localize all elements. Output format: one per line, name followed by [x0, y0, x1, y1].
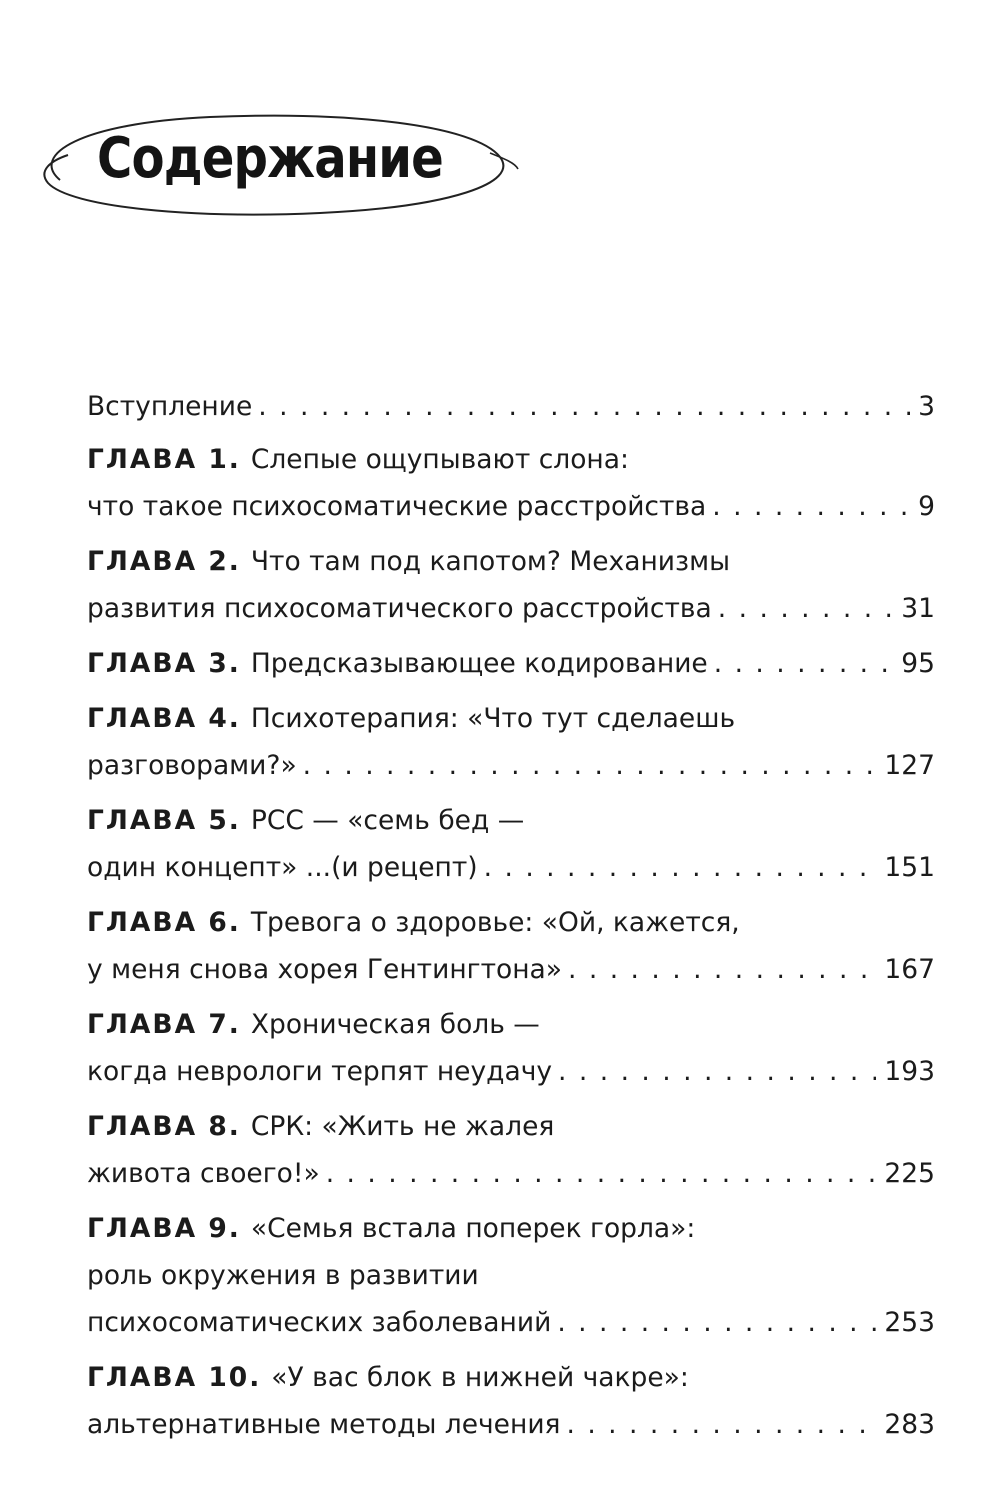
- chapter-label: ГЛАВА 2.: [87, 546, 241, 577]
- chapter-title-line: альтернативные методы лечения: [87, 1409, 561, 1440]
- page-number: 167: [884, 954, 935, 985]
- page-number: 127: [884, 750, 935, 781]
- toc-entry-chapter-6[interactable]: [87, 901, 935, 995]
- toc-entry-chapter-9[interactable]: [87, 1207, 935, 1348]
- chapter-title-line: когда неврологи терпят неудачу: [87, 1056, 553, 1087]
- chapter-title-line: разговорами?»: [87, 750, 297, 781]
- page-number: 253: [884, 1307, 935, 1338]
- page-number: 31: [901, 593, 935, 624]
- toc-entry-chapter-8[interactable]: [87, 1105, 935, 1199]
- toc-entry-intro[interactable]: [87, 385, 935, 432]
- chapter-title-line: живота своего!»: [87, 1158, 320, 1189]
- page-number: 225: [884, 1158, 935, 1189]
- chapter-title-line: Психотерапия: «Что тут сделаешь: [250, 703, 736, 734]
- dot-leader: [558, 1050, 876, 1094]
- dot-leader: [557, 1301, 876, 1345]
- page-number: 95: [901, 648, 935, 679]
- chapter-title-line: психосоматических заболеваний: [87, 1307, 552, 1338]
- toc-entry-chapter-1[interactable]: [87, 438, 935, 532]
- chapter-title-line: у меня снова хорея Гентингтона»: [87, 954, 562, 985]
- page-number: 3: [918, 391, 935, 422]
- page-title: Содержание: [97, 125, 443, 191]
- page-number: 9: [918, 491, 935, 522]
- toc-entry-chapter-5[interactable]: [87, 799, 935, 893]
- page-number: 193: [884, 1056, 935, 1087]
- toc-entry-chapter-4[interactable]: [87, 697, 935, 791]
- chapter-label: ГЛАВА 6.: [87, 907, 241, 938]
- title-block: [20, 95, 520, 235]
- chapter-title-line: «У вас блок в нижней чакре»:: [271, 1362, 689, 1393]
- chapter-title-line: Хроническая боль —: [250, 1009, 540, 1040]
- chapter-label: ГЛАВА 9.: [87, 1213, 241, 1244]
- chapter-title-line: СРК: «Жить не жалея: [250, 1111, 555, 1142]
- chapter-title-line: Тревога о здоровье: «Ой, кажется,: [250, 907, 740, 938]
- chapter-title-line: развития психосоматического расстройства: [87, 593, 712, 624]
- toc-entry-chapter-3[interactable]: [87, 642, 935, 689]
- toc-entry-chapter-2[interactable]: [87, 540, 935, 634]
- chapter-label: ГЛАВА 1.: [87, 444, 241, 475]
- chapter-title-line: что такое психосоматические расстройства: [87, 491, 707, 522]
- table-of-contents: [87, 385, 935, 1458]
- chapter-label: ГЛАВА 4.: [87, 703, 241, 734]
- toc-entry-title: Вступление: [87, 391, 253, 422]
- chapter-label: ГЛАВА 7.: [87, 1009, 241, 1040]
- dot-leader: [258, 385, 910, 429]
- chapter-label: ГЛАВА 10.: [87, 1362, 262, 1393]
- dot-leader: [566, 1403, 876, 1447]
- chapter-title-line: Слепые ощупывают слона:: [250, 444, 629, 475]
- toc-entry-chapter-10[interactable]: [87, 1356, 935, 1450]
- page-number: 151: [884, 852, 935, 883]
- chapter-title-line: Что там под капотом? Механизмы: [250, 546, 731, 577]
- chapter-title-line: «Семья встала поперек горла»:: [250, 1213, 696, 1244]
- dot-leader: [714, 642, 894, 686]
- chapter-title-line: Предсказывающее кодирование: [250, 648, 708, 679]
- toc-entry-chapter-7[interactable]: [87, 1003, 935, 1097]
- chapter-label: ГЛАВА 8.: [87, 1111, 241, 1142]
- dot-leader: [326, 1152, 877, 1196]
- dot-leader: [303, 744, 877, 788]
- chapter-label: ГЛАВА 3.: [87, 648, 241, 679]
- chapter-title-line: роль окружения в развитии: [87, 1260, 479, 1291]
- chapter-label: ГЛАВА 5.: [87, 805, 241, 836]
- dot-leader: [712, 485, 910, 529]
- chapter-title-line: РСС — «семь бед —: [250, 805, 525, 836]
- dot-leader: [484, 846, 877, 890]
- chapter-title-line: один концепт» ...(и рецепт): [87, 852, 478, 883]
- dot-leader: [718, 587, 893, 631]
- page-number: 283: [884, 1409, 935, 1440]
- dot-leader: [568, 948, 876, 992]
